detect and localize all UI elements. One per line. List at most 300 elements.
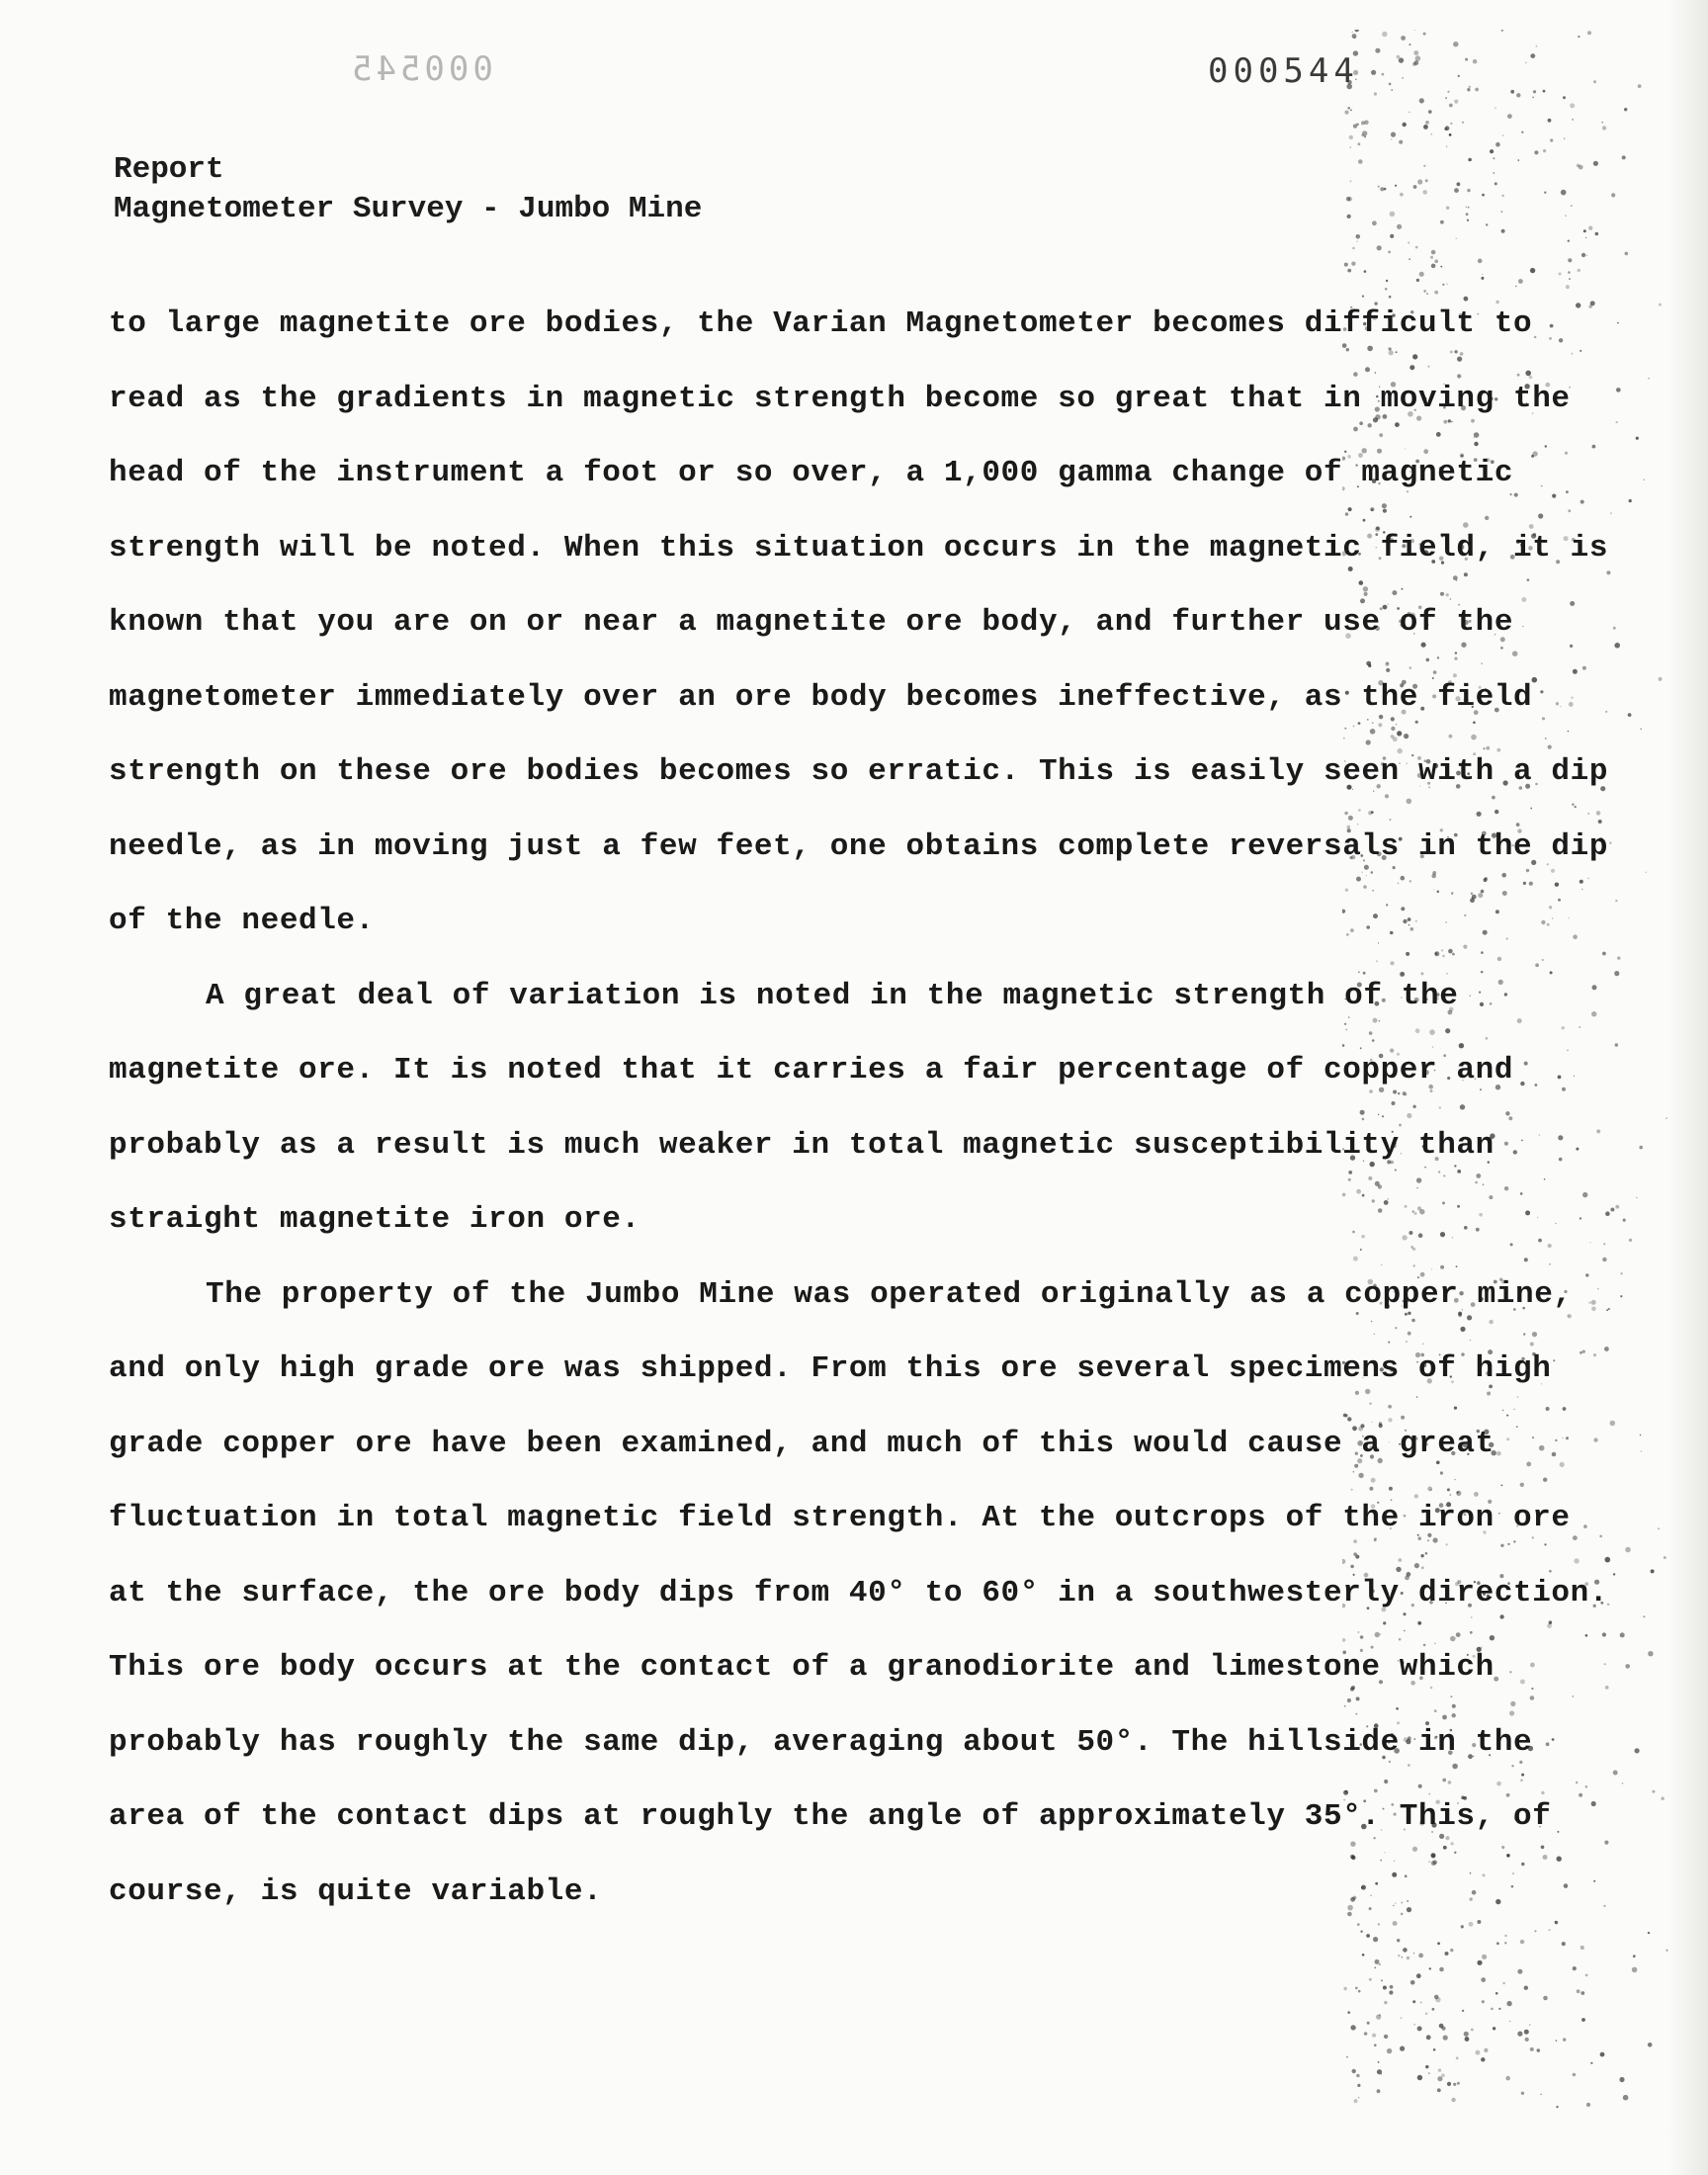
noise-speck xyxy=(1616,388,1621,392)
noise-speck xyxy=(1466,207,1467,208)
noise-speck xyxy=(1573,2073,1577,2077)
noise-speck xyxy=(1446,207,1449,210)
noise-speck xyxy=(1457,2082,1460,2085)
noise-speck xyxy=(1382,73,1385,76)
noise-speck xyxy=(1379,1963,1381,1965)
noise-speck xyxy=(1352,247,1355,250)
noise-speck xyxy=(1381,1979,1383,1981)
noise-speck xyxy=(1445,126,1450,130)
noise-speck xyxy=(1439,2024,1444,2029)
noise-speck xyxy=(1347,2011,1350,2014)
noise-speck xyxy=(1502,1982,1504,1984)
noise-speck xyxy=(1648,2043,1653,2047)
noise-speck xyxy=(1347,107,1350,110)
noise-speck xyxy=(1375,1959,1380,1964)
noise-speck xyxy=(1467,88,1470,91)
noise-speck xyxy=(1573,1966,1577,1970)
noise-speck xyxy=(1571,205,1573,207)
noise-speck xyxy=(1409,112,1410,114)
noise-speck xyxy=(1501,30,1503,32)
noise-speck xyxy=(1633,1955,1636,1958)
noise-speck xyxy=(1462,2010,1464,2012)
noise-speck xyxy=(1475,2050,1480,2055)
noise-speck xyxy=(1510,90,1514,94)
noise-speck xyxy=(1615,1043,1618,1046)
noise-speck xyxy=(1456,2056,1459,2059)
noise-speck xyxy=(1430,256,1433,259)
noise-speck xyxy=(1614,971,1619,976)
noise-speck xyxy=(1570,103,1575,108)
noise-speck xyxy=(1565,216,1566,217)
noise-speck xyxy=(1550,138,1553,141)
noise-speck xyxy=(1378,2061,1380,2063)
noise-speck xyxy=(1614,643,1620,649)
noise-speck xyxy=(1376,2015,1381,2020)
noise-speck xyxy=(1509,2021,1510,2022)
noise-speck xyxy=(1495,1992,1498,1995)
noise-speck xyxy=(1534,1930,1536,1932)
noise-speck xyxy=(1543,149,1546,152)
noise-speck xyxy=(1440,220,1444,224)
noise-speck xyxy=(1619,2077,1624,2082)
noise-speck xyxy=(1548,119,1552,123)
noise-speck xyxy=(1493,157,1494,159)
noise-speck xyxy=(1521,131,1523,133)
noise-speck xyxy=(1431,133,1433,135)
noise-speck xyxy=(1413,2024,1415,2026)
noise-speck xyxy=(1635,1748,1640,1753)
paragraph-1: to large magnetite ore bodies, the Varian Magnetometer becomes difficult to read as the gradients in magnetic strength become so great that in moving the head of the instrument a foot or so over, a 1,000 gamma change of magnetic strength will be noted. When this situation occurs in the magnetic field, it is known that you are on or near a magnetite ore body, and further use of the magnetometer immediately over an ore body becomes ineffective, as the field strength on these ore bodies becomes so erratic. This is easily seen with a dip needle, as in moving just a few feet, one obtains complete reversals in the dip of the needle. xyxy=(109,306,1628,938)
noise-speck xyxy=(1378,186,1380,188)
noise-speck xyxy=(1613,627,1616,630)
noise-speck xyxy=(1651,1569,1655,1573)
noise-speck xyxy=(1540,2094,1542,2096)
noise-speck xyxy=(1568,240,1570,242)
noise-speck xyxy=(1465,58,1468,61)
noise-speck xyxy=(1358,142,1361,145)
paragraph-2: A great deal of variation is noted in the magnetic strength of the magnetite ore. It is noted that it carries a fair percentage of copper and probably as a result is much weaker in total magnetic susceptibility than straight magnetite iron ore. xyxy=(109,978,1533,1237)
noise-speck xyxy=(1467,189,1470,192)
noise-speck xyxy=(1395,185,1397,187)
noise-speck xyxy=(1481,1977,1486,1982)
noise-speck xyxy=(1419,272,1424,277)
noise-speck xyxy=(1572,119,1574,121)
noise-speck xyxy=(1401,2017,1403,2019)
noise-speck xyxy=(1401,36,1406,41)
noise-speck xyxy=(1355,30,1359,32)
noise-speck xyxy=(1349,135,1353,139)
noise-speck xyxy=(1638,84,1642,88)
noise-speck xyxy=(1468,158,1472,162)
noise-speck xyxy=(1350,110,1352,112)
noise-speck xyxy=(1471,2029,1474,2032)
noise-speck xyxy=(1417,2026,1422,2031)
noise-speck xyxy=(1613,1771,1618,1776)
noise-speck xyxy=(1543,90,1546,93)
noise-speck xyxy=(1356,235,1357,236)
noise-speck xyxy=(1373,1937,1378,1942)
noise-speck xyxy=(1356,240,1357,241)
noise-speck xyxy=(1568,271,1571,274)
noise-speck xyxy=(1506,2001,1511,2006)
report-body xyxy=(109,287,1628,1929)
noise-speck xyxy=(1374,1967,1376,1969)
noise-speck xyxy=(1412,62,1416,66)
noise-speck xyxy=(1415,246,1418,249)
noise-speck xyxy=(1561,190,1567,196)
noise-speck xyxy=(1446,146,1447,147)
noise-speck xyxy=(1356,2074,1359,2077)
noise-speck xyxy=(1453,2083,1456,2086)
noise-speck xyxy=(1390,234,1394,238)
noise-speck xyxy=(1442,284,1444,286)
noise-speck xyxy=(1465,2037,1470,2042)
noise-speck xyxy=(1482,274,1483,275)
noise-speck xyxy=(1453,42,1458,46)
noise-speck xyxy=(1544,192,1546,194)
noise-speck xyxy=(1625,252,1629,256)
noise-speck xyxy=(1491,2008,1494,2011)
noise-speck xyxy=(1664,1556,1666,1559)
noise-speck xyxy=(1628,713,1632,717)
noise-speck xyxy=(1457,182,1461,186)
noise-speck xyxy=(1464,2032,1469,2037)
noise-speck xyxy=(1399,140,1403,144)
noise-speck xyxy=(1383,1986,1387,1990)
noise-speck xyxy=(1447,2082,1451,2086)
noise-speck xyxy=(1648,1932,1650,1934)
noise-speck xyxy=(1477,1960,1482,1965)
noise-speck xyxy=(1350,2025,1355,2030)
noise-speck xyxy=(1446,284,1447,285)
noise-speck xyxy=(1467,219,1469,221)
noise-speck xyxy=(1387,2048,1392,2053)
noise-speck xyxy=(1640,729,1642,731)
noise-speck xyxy=(1450,1949,1453,1952)
noise-speck xyxy=(1437,2088,1441,2092)
noise-speck xyxy=(1369,1978,1372,1981)
noise-speck xyxy=(1412,2000,1415,2003)
noise-speck xyxy=(1398,1955,1400,1957)
noise-speck xyxy=(1537,2048,1541,2052)
noise-speck xyxy=(1449,133,1452,136)
noise-speck xyxy=(1352,2069,1356,2073)
noise-speck xyxy=(1559,273,1562,276)
noise-speck xyxy=(1580,1946,1584,1950)
noise-speck xyxy=(1423,33,1426,36)
noise-speck xyxy=(1494,107,1495,108)
noise-speck xyxy=(1391,138,1392,139)
noise-speck xyxy=(1366,1934,1370,1938)
noise-speck xyxy=(1356,234,1361,239)
noise-speck xyxy=(1600,2052,1605,2057)
noise-speck xyxy=(1407,1957,1409,1959)
noise-speck xyxy=(1360,1931,1362,1933)
noise-speck xyxy=(1350,146,1352,148)
noise-speck xyxy=(1517,2032,1522,2037)
noise-speck xyxy=(1413,185,1417,189)
noise-speck xyxy=(1622,155,1626,159)
noise-speck xyxy=(1623,2095,1629,2101)
noise-speck xyxy=(1588,226,1592,230)
noise-speck xyxy=(1639,1146,1643,1150)
noise-speck xyxy=(1481,2057,1485,2061)
noise-speck xyxy=(1416,279,1419,282)
noise-speck xyxy=(1525,62,1526,63)
noise-speck xyxy=(1501,229,1505,233)
noise-speck xyxy=(1577,164,1580,168)
noise-speck xyxy=(1481,277,1484,280)
noise-speck xyxy=(1494,182,1497,185)
noise-speck xyxy=(1409,44,1410,45)
noise-speck xyxy=(1640,1435,1641,1436)
paragraph-3: The property of the Jumbo Mine was operated originally as a copper mine, and only high grade ore was shipped. From this ore several specimens of high grade copper ore have been examined, and much of this would cause a great fluctuation in total magnetic field strength. At the outcrops of the iron ore at the surface, the ore body dips from 40° to 60° in a southwesterly direction. This ore body occurs at the contact of a granodiorite and limestone which probably has roughly the same dip, averaging about 50°. The hillside in the area of the contact dips at roughly the angle of approximately 35°. This, of course, is quite variable. xyxy=(109,1276,1628,1909)
noise-speck xyxy=(1358,1990,1361,1993)
noise-speck xyxy=(1549,1929,1551,1931)
noise-speck xyxy=(1425,121,1429,125)
noise-speck xyxy=(1543,1996,1548,2001)
noise-speck xyxy=(1617,956,1620,959)
noise-speck xyxy=(1665,1117,1666,1118)
noise-speck xyxy=(1429,1967,1431,1969)
noise-speck xyxy=(1352,34,1357,39)
noise-speck xyxy=(1496,1942,1499,1945)
noise-speck xyxy=(1445,1952,1449,1956)
noise-speck xyxy=(1620,1632,1625,1637)
noise-speck xyxy=(1564,138,1565,139)
noise-speck xyxy=(1440,266,1442,268)
noise-speck xyxy=(1502,134,1503,135)
noise-speck xyxy=(1371,70,1376,75)
page-edge-shadow xyxy=(1668,0,1708,2175)
bleed-through-doc-number: 000545 xyxy=(348,49,493,89)
noise-speck xyxy=(1580,1991,1584,1995)
noise-speck xyxy=(1482,2000,1485,2003)
noise-speck xyxy=(1577,1989,1580,1993)
noise-speck xyxy=(1377,2069,1382,2074)
noise-speck xyxy=(1601,122,1603,124)
noise-speck xyxy=(1530,53,1535,58)
noise-speck xyxy=(1629,499,1632,502)
noise-speck xyxy=(1563,96,1566,99)
noise-speck xyxy=(1659,304,1662,306)
noise-speck xyxy=(1652,1790,1655,1793)
noise-speck xyxy=(1350,180,1352,182)
noise-speck xyxy=(1389,1990,1393,1994)
noise-speck xyxy=(1400,193,1404,197)
header-report-label: Report xyxy=(114,152,224,187)
noise-speck xyxy=(1447,91,1449,93)
noise-speck xyxy=(1438,2068,1441,2071)
noise-speck xyxy=(1632,1967,1638,1973)
noise-speck xyxy=(1400,2046,1405,2051)
noise-speck xyxy=(1372,220,1377,225)
noise-speck xyxy=(1361,134,1364,137)
noise-speck xyxy=(1358,159,1363,164)
noise-speck xyxy=(1384,2001,1387,2004)
noise-speck xyxy=(1445,97,1447,99)
noise-speck xyxy=(1646,872,1647,873)
noise-speck xyxy=(1382,32,1387,37)
noise-speck xyxy=(1644,479,1645,480)
noise-speck xyxy=(1417,2075,1422,2080)
noise-speck xyxy=(1648,1651,1653,1656)
noise-speck xyxy=(1358,2097,1359,2098)
noise-speck xyxy=(1517,1969,1522,1974)
noise-speck xyxy=(1486,223,1488,225)
noise-speck xyxy=(1595,232,1599,236)
noise-speck xyxy=(1586,255,1588,257)
noise-speck xyxy=(1530,2047,1534,2051)
noise-speck xyxy=(1361,121,1365,125)
noise-speck xyxy=(1516,93,1520,97)
noise-speck xyxy=(1593,80,1596,83)
noise-speck xyxy=(1462,122,1464,124)
noise-speck xyxy=(1425,2012,1428,2015)
noise-speck xyxy=(1493,2027,1495,2030)
noise-speck xyxy=(1469,86,1471,88)
noise-speck xyxy=(1423,125,1428,130)
noise-speck xyxy=(1434,1995,1439,2000)
noise-speck xyxy=(1403,123,1407,127)
noise-speck xyxy=(1432,2008,1435,2011)
noise-speck xyxy=(1344,263,1348,267)
noise-speck xyxy=(1590,2062,1592,2064)
noise-speck xyxy=(1386,280,1388,282)
noise-speck xyxy=(1615,1205,1619,1209)
noise-speck xyxy=(1659,677,1663,681)
noise-speck xyxy=(1364,270,1367,273)
noise-speck xyxy=(1423,165,1425,167)
noise-speck xyxy=(1391,132,1396,137)
noise-speck xyxy=(1409,258,1410,260)
noise-speck xyxy=(1414,30,1415,31)
noise-speck xyxy=(1428,110,1432,114)
noise-speck xyxy=(1428,2072,1429,2073)
noise-speck xyxy=(1443,2036,1448,2041)
noise-speck xyxy=(1478,259,1483,264)
noise-speck xyxy=(1525,2038,1529,2042)
noise-speck xyxy=(1611,193,1615,197)
noise-speck xyxy=(1518,159,1520,161)
noise-speck xyxy=(1622,1783,1624,1784)
noise-speck xyxy=(1507,114,1512,119)
noise-speck xyxy=(1495,142,1500,147)
noise-speck xyxy=(1581,253,1585,257)
noise-speck xyxy=(1620,1295,1622,1297)
noise-speck xyxy=(1563,2038,1566,2041)
noise-speck xyxy=(1384,188,1387,191)
noise-speck xyxy=(1504,1942,1506,1944)
noise-speck xyxy=(1454,188,1459,193)
noise-speck xyxy=(1524,2030,1529,2035)
noise-speck xyxy=(1347,269,1351,273)
noise-speck xyxy=(1399,57,1404,62)
noise-speck xyxy=(1530,268,1535,273)
noise-speck xyxy=(1532,97,1534,99)
noise-speck xyxy=(1473,59,1478,64)
noise-speck xyxy=(1415,55,1421,61)
noise-speck xyxy=(1658,1528,1659,1529)
noise-speck xyxy=(1416,1973,1421,1978)
noise-speck xyxy=(1431,264,1436,269)
noise-speck xyxy=(1391,89,1393,91)
noise-speck xyxy=(1648,378,1650,380)
noise-speck xyxy=(1568,258,1572,262)
noise-speck xyxy=(1624,108,1627,111)
noise-speck xyxy=(1413,1953,1414,1954)
noise-speck xyxy=(1484,2048,1488,2052)
noise-speck xyxy=(1402,77,1404,79)
noise-speck xyxy=(1425,2065,1428,2068)
noise-speck xyxy=(1418,1954,1423,1958)
noise-speck xyxy=(1356,124,1359,127)
noise-speck xyxy=(1425,179,1428,182)
noise-speck xyxy=(1419,98,1424,103)
noise-speck xyxy=(1426,2035,1431,2040)
noise-speck xyxy=(1536,45,1538,47)
noise-speck xyxy=(1501,211,1503,213)
noise-speck xyxy=(1583,229,1586,232)
noise-speck xyxy=(1468,207,1470,209)
noise-speck xyxy=(1417,179,1422,184)
noise-speck xyxy=(1375,48,1380,53)
noise-speck xyxy=(1518,279,1523,284)
noise-speck xyxy=(1439,1967,1444,1972)
noise-speck xyxy=(1458,75,1460,77)
noise-speck xyxy=(1662,1797,1665,1800)
header-title: Magnetometer Survey - Jumbo Mine xyxy=(114,192,703,226)
noise-speck xyxy=(1665,1950,1667,1952)
noise-speck xyxy=(1490,149,1494,153)
noise-speck xyxy=(1355,1987,1358,1990)
noise-speck xyxy=(1397,224,1402,229)
noise-speck xyxy=(1390,212,1396,218)
report-header xyxy=(114,150,702,229)
noise-speck xyxy=(1505,2076,1510,2081)
noise-speck xyxy=(1372,2034,1376,2038)
noise-speck xyxy=(1364,2032,1368,2036)
noise-speck xyxy=(1389,83,1392,86)
noise-speck xyxy=(1441,2073,1445,2077)
noise-speck xyxy=(1636,1197,1637,1198)
noise-speck xyxy=(1610,1208,1614,1212)
noise-speck xyxy=(1569,278,1571,280)
noise-speck xyxy=(1449,104,1453,108)
noise-speck xyxy=(1556,2106,1558,2108)
noise-speck xyxy=(1623,1219,1626,1222)
noise-speck xyxy=(1434,260,1438,264)
noise-speck xyxy=(1615,900,1617,902)
noise-speck xyxy=(1629,1239,1632,1242)
noise-speck xyxy=(1397,1939,1400,1942)
noise-speck xyxy=(1454,100,1458,104)
noise-speck xyxy=(1602,126,1606,130)
noise-speck xyxy=(1520,1940,1524,1944)
noise-speck xyxy=(1408,242,1409,244)
noise-speck xyxy=(1585,237,1586,238)
noise-speck xyxy=(1374,2044,1377,2046)
noise-speck xyxy=(1585,1974,1588,1977)
noise-speck xyxy=(1636,437,1639,440)
noise-speck xyxy=(1641,1450,1642,1451)
noise-speck xyxy=(1482,194,1485,197)
noise-speck xyxy=(1621,1272,1623,1274)
noise-speck xyxy=(1593,161,1598,166)
noise-speck xyxy=(1380,187,1384,191)
noise-speck xyxy=(1501,195,1503,197)
noise-speck xyxy=(1456,238,1457,239)
